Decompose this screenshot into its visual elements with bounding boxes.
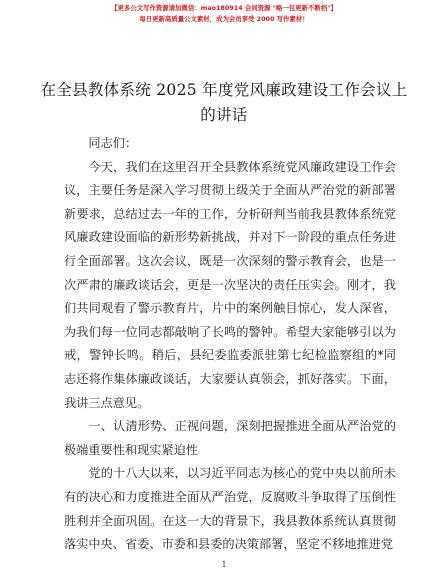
section-heading-one: 一、认清形势、正视问题，深刻把握推进全面从严治党的极端重要性和现实紧迫性 <box>64 419 396 457</box>
header-banner <box>0 2 448 25</box>
banner-promo-line: 【更多公文写作资源请加微信：mao180914 会同资源 "略一包更新不断档"】 <box>111 4 337 12</box>
paragraph-section-one: 党的十八大以来，以习近平同志为核心的党中央以前所未有的决心和力度推进全面从严治党，反腐败斗争取得了压倒性胜利并全面巩固。在这一大的背景下，我县教体系统认真贯彻落实中央、省委、市委和县委的决策部署，坚定不移地推进党 <box>64 466 396 552</box>
document-title: 在全县教体系统 2025 年度党风廉政建设工作会议上的讲话 <box>40 81 408 124</box>
document-body <box>64 132 396 557</box>
paragraph-opening: 今天，我们在这里召开全县教体系统党风廉政建设工作会议，主要任务是深入学习贯彻上级关于全面从严治党的新部署新要求，总结过去一年的工作，分析研判当前我县教体系统党风廉政建设面临的新形势新挑战，并对下一阶段的重点任务进行全面部署。这次会议，既是一次深刻的警示教育会，也是一次严肃的廉政谈话会，更是一次坚决的责任压实会。刚才，我们共同观看了警示教育片，片中的案例触目惊心，发人深省，为我们每一位同志都敲响了长鸣的警钟。希望大家能够引以为戒，警钟长鸣。稍后，县纪委监委派驻第七纪检监察组的*同志还将作集体廉政谈话，大家要认真领会，抓好落实。下面，我讲三点意见。 <box>64 159 396 410</box>
banner-subscription-line: 每日更新高质量公文素材，成为会员享受 2000 写作素材！ <box>139 15 309 23</box>
page-number: 1 <box>221 560 227 569</box>
salutation: 同志们： <box>88 136 138 150</box>
